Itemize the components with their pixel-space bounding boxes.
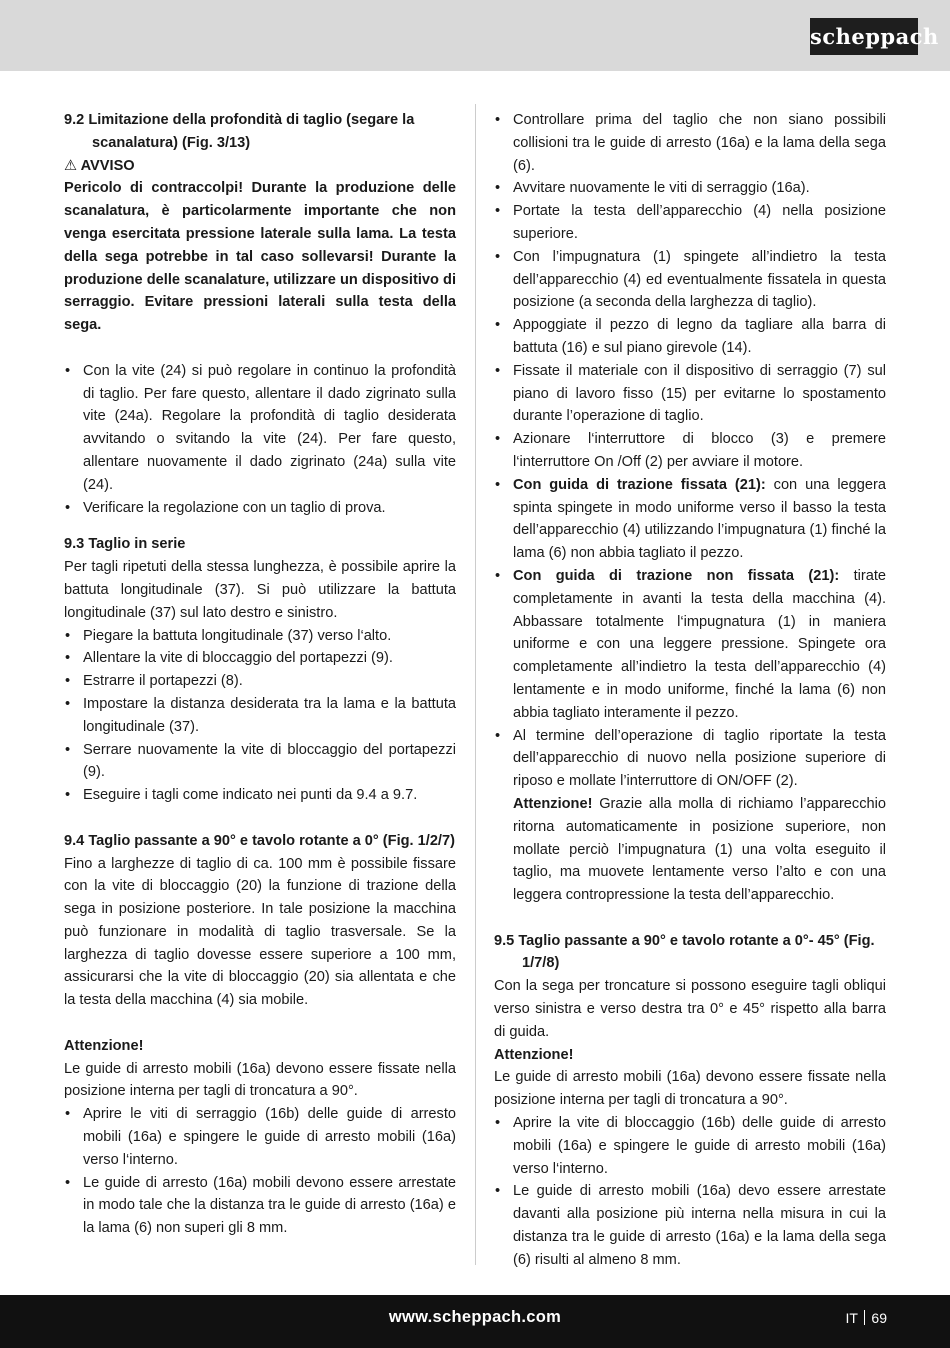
section-9-3-intro: Per tagli ripetuti della stessa lunghezza, è possibile aprire la battuta longitudinale (37). Si può utilizzare la battuta longitudinale (37) sul lato destro e sinistro. (64, 559, 456, 621)
language-code: IT (845, 1310, 858, 1326)
brand-logo: scheppach (810, 18, 918, 55)
list-item: • Con la vite (24) si può regolare in continuo la profondità di taglio. Per fare questo, allentare il dado zigrinato sulla vite (24a). Regolare la profondità di taglio desiderata avvitando o svitando la vite (24). Per fare questo, allentare nuovamente il dado zigrinato (24a) sulla vite (24). (64, 360, 456, 497)
warning-text: Pericolo di contraccolpi! Durante la produzione delle scanalatura, è particolarmente importante che non venga esercitata pressione laterale sulla lama. La testa della sega potrebbe in tal caso sollevarsi! Durante la produzione delle scanalature, utilizzare un dispositivo di serraggio. Evitare pressioni laterali sulla testa della sega. (64, 180, 456, 334)
page-separator (864, 1310, 866, 1325)
end-attention-note (494, 793, 886, 907)
section-9-2-heading: 9.2 Limitazione della profondità di taglio (segare la scanalatura) (Fig. 3/13) (64, 112, 415, 151)
list-item: • Al termine dell’operazione di taglio riportate la testa dell’apparecchio di nuovo nella posizione superiore di riposo e mollate l’interruttore di ON/OFF (2). (494, 725, 886, 793)
footer-url[interactable]: www.scheppach.com (388, 1308, 562, 1326)
section-9-3-heading: 9.3 Taglio in serie (64, 536, 186, 553)
unfixed-guide-label: Con guida di trazione non fissata (21): (513, 567, 840, 584)
section-9-5-list (494, 1112, 886, 1272)
right-column (494, 109, 886, 1272)
section-9-4-intro: Fino a larghezze di taglio di ca. 100 mm è possibile fissare con la vite di bloccaggio (20) la funzione di trazione della sega in posizione posteriore. In tale posizione la macchina può funzionare in modalità di taglio trasversale. Se la larghezza di taglio dovesse essere superiore a 100 mm, assicurarsi che la vite di bloccaggio (20) sia allentata e che la testa della macchina (4) sia mobile. (64, 855, 456, 1009)
fixed-guide-text: con una leggera spinta spingete in modo uniforme verso il basso la testa dell’apparecchio (4) utilizzando l’impugnatura (1) finché la lama (6) non abbia tagliato il pezzo. (513, 476, 887, 562)
list-item: • Portate la testa dell’apparecchio (4) nella posizione superiore. (494, 200, 886, 246)
page-indicator (845, 1310, 887, 1326)
list-item: • Estrarre il portapezzi (8). (64, 670, 456, 693)
footer-band (0, 1295, 950, 1348)
list-item: • Eseguire i tagli come indicato nei punti da 9.4 a 9.7. (64, 784, 456, 807)
list-item: • Avvitare nuovamente le viti di serraggio (16a). (494, 177, 886, 200)
column-divider (475, 104, 476, 1265)
section-9-4-heading: 9.4 Taglio passante a 90° e tavolo rotante a 0° (Fig. 1/2/7) (64, 832, 455, 849)
section-9-2-list (64, 360, 456, 520)
list-item: • Aprire la vite di bloccaggio (16b) delle guide di arresto mobili (16a) e spingere le guide di arresto mobili (16a) verso l‘interno. (494, 1112, 886, 1180)
list-item-unfixed-guide (494, 565, 886, 725)
list-item: • Verificare la regolazione con un taglio di prova. (64, 497, 456, 520)
section-9-3-list (64, 625, 456, 807)
attention-label: Attenzione! (513, 795, 593, 812)
list-item: • Aprire le viti di serraggio (16b) delle guide di arresto mobili (16a) e spingere le guide di arresto mobili (16a) verso l‘interno. (64, 1103, 456, 1171)
attention-text: Grazie alla molla di richiamo l’apparecchio ritorna automaticamente in posizione superiore, non mollate perciò l’impugnatura (1) una volta eseguito il taglio, ma muovete lentamente verso l’alto e con una leggera contropressione la testa dell’apparecchio. (513, 795, 886, 904)
list-item: • Azionare l‘interruttore di blocco (3) e premere l‘interruttore On /Off (2) per avviare il motore. (494, 428, 886, 474)
section-9-5-intro: Con la sega per troncature si possono eseguire tagli obliqui verso sinistra e verso destra tra 0° e 45° rispetto alla barra di guida. (494, 978, 886, 1040)
page-number: 69 (871, 1310, 887, 1326)
list-item: • Serrare nuovamente la vite di bloccaggio del portapezzi (9). (64, 739, 456, 785)
unfixed-guide-text: tirate completamente in avanti la testa della macchina (4). Abbassare totalmente l‘impugnatura (1) in maniera uniforme e con una leggere pressione. Spingete ora completamente all’indietro la testa dell’apparecchio (4) lentamente e in modo uniforme, finché la lama (6) non abbia tagliato interamente il pezzo. (513, 567, 887, 721)
list-item: • Con l’impugnatura (1) spingete all’indietro la testa dell’apparecchio (4) ed eventualmente fissatela in questa posizione (a seconda della larghezza di taglio). (494, 246, 886, 314)
fixed-guide-label: Con guida di trazione fissata (21): (513, 476, 766, 493)
list-item: • Fissate il materiale con il dispositivo di serraggio (7) sul piano di lavoro fisso (15) per evitarne lo spostamento durante l’operazione di taglio. (494, 360, 886, 428)
attention-label: Attenzione! (64, 1037, 144, 1054)
list-item: • Le guide di arresto (16a) mobili devono essere arrestate in modo tale che la distanza tra le guide di arresto (16a) e la lama (6) non superi gli 8 mm. (64, 1172, 456, 1240)
header-band (0, 0, 950, 71)
procedure-list (494, 109, 886, 793)
list-item: • Le guide di arresto mobili (16a) devo essere arrestate davanti alla posizione più interna nella misura in cui la distanza tra le guide di arresto (16a) e la lama della sega (6) risulti al almeno 8 mm. (494, 1180, 886, 1271)
section-9-5-heading: 9.5 Taglio passante a 90° e tavolo rotante a 0°- 45° (Fig. 1/7/8) (494, 932, 875, 972)
list-item: • Impostare la distanza desiderata tra la lama e la battuta longitudinale (37). (64, 693, 456, 739)
attention-label: Attenzione! (494, 1046, 574, 1063)
list-item: • Allentare la vite di bloccaggio del portapezzi (9). (64, 647, 456, 670)
list-item: • Piegare la battuta longitudinale (37) verso l‘alto. (64, 625, 456, 648)
list-item-fixed-guide (494, 474, 886, 565)
attention-text: Le guide di arresto mobili (16a) devono essere fissate nella posizione interna per tagli di troncatura a 90°. (494, 1069, 886, 1109)
list-item: • Controllare prima del taglio che non siano possibili collisioni tra le guide di arresto (16a) e la lama della sega (6). (494, 109, 886, 177)
left-column (64, 109, 456, 1240)
attention-text: Le guide di arresto mobili (16a) devono essere fissate nella posizione interna per tagli di troncatura a 90°. (64, 1060, 456, 1100)
list-item: • Appoggiate il pezzo di legno da tagliare alla barra di battuta (16) e sul piano girevole (14). (494, 314, 886, 360)
warning-label: ⚠ AVVISO (64, 157, 135, 174)
section-9-4-list (64, 1103, 456, 1240)
